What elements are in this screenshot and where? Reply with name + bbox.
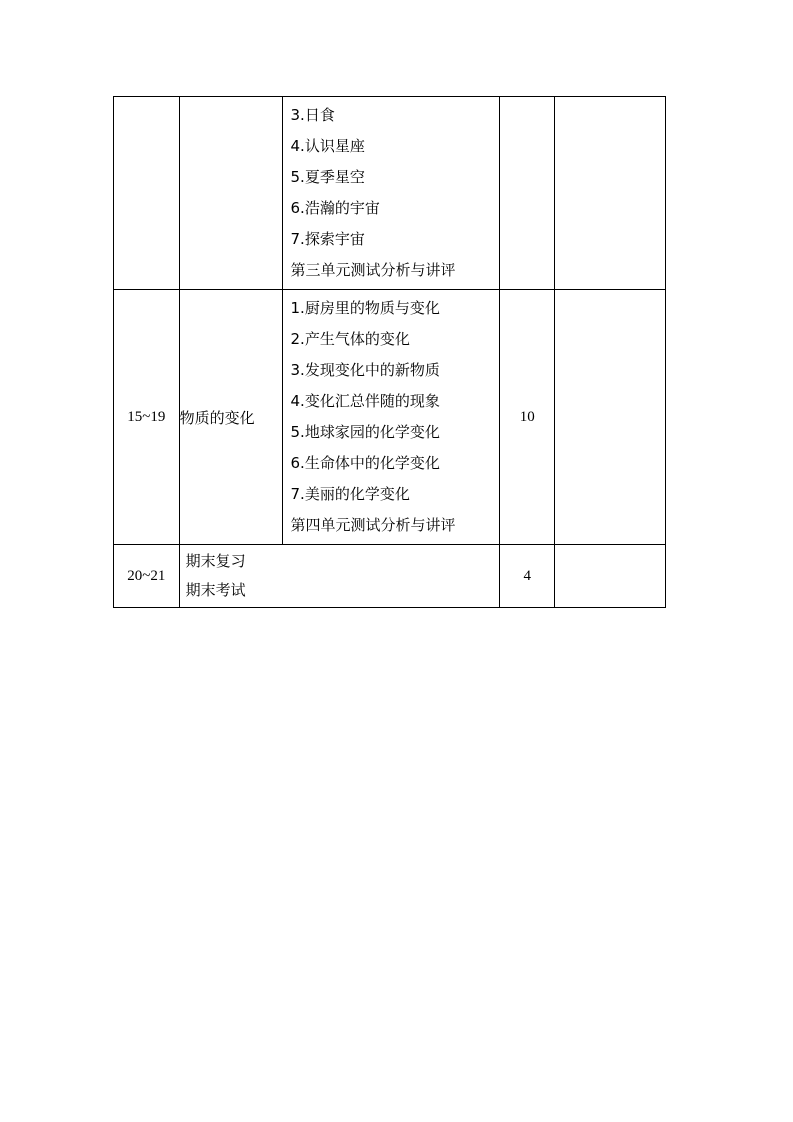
lesson-item: 第三单元测试分析与讲评 — [290, 261, 456, 279]
hours-cell — [500, 97, 554, 290]
schedule-table — [113, 96, 666, 608]
note-cell — [554, 290, 665, 545]
lesson-item: 2.产生气体的变化 — [290, 330, 410, 348]
lesson-item: 6.浩瀚的宇宙 — [290, 199, 380, 217]
lesson-item: 4.变化汇总伴随的现象 — [290, 392, 440, 410]
lesson-item: 6.生命体中的化学变化 — [290, 454, 440, 472]
unit-cell: 物质的变化 — [179, 290, 282, 545]
lesson-item: 第四单元测试分析与讲评 — [290, 516, 456, 534]
hours-cell: 4 — [500, 545, 554, 608]
lesson-item: 7.探索宇宙 — [290, 230, 365, 248]
week-cell: 20~21 — [114, 545, 180, 608]
lesson-item: 1.厨房里的物质与变化 — [290, 299, 440, 317]
lesson-item: 5.夏季星空 — [290, 168, 365, 186]
note-cell — [554, 97, 665, 290]
lesson-item: 3.发现变化中的新物质 — [290, 361, 440, 379]
lesson-item: 7.美丽的化学变化 — [290, 485, 410, 503]
final-cell — [179, 545, 500, 608]
lesson-item: 3.日食 — [290, 106, 335, 124]
final-item: 期末复习 — [185, 552, 246, 570]
week-cell — [114, 97, 180, 290]
table-row — [114, 97, 666, 290]
hours-cell: 10 — [500, 290, 554, 545]
final-item: 期末考试 — [185, 581, 246, 599]
lessons-cell — [282, 290, 500, 545]
unit-cell — [179, 97, 282, 290]
lessons-cell — [282, 97, 500, 290]
week-cell: 15~19 — [114, 290, 180, 545]
lesson-item: 5.地球家园的化学变化 — [290, 423, 440, 441]
lesson-item: 4.认识星座 — [290, 137, 365, 155]
table-row — [114, 545, 666, 608]
table-row — [114, 290, 666, 545]
note-cell — [554, 545, 665, 608]
